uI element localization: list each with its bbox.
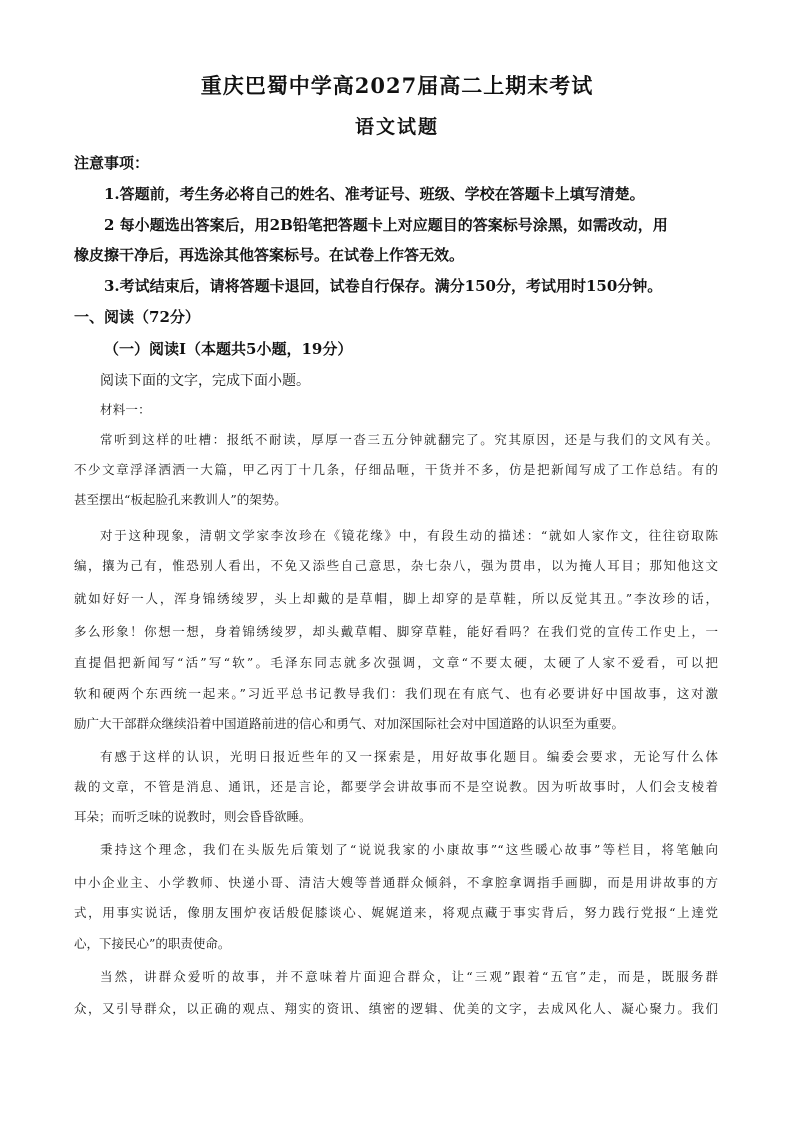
notice-item-1: 1.答题前，考生务必将自己的姓名、准考证号、班级、学校在答题卡上填写清楚。 [104, 185, 645, 203]
passage-line: 耳朵；而听乏味的说教时，则会昏昏欲睡。 [74, 809, 312, 824]
passage-line: 当然，讲群众爱听的故事，并不意味着片面迎合群众，让“三观”跟着“五官”走，而是，既服务群 [100, 969, 718, 984]
passage-line: 不少文章浮泽洒洒一大篇，甲乙丙丁十几条，仔细品咂，干货并不多，仿是把新闻写成了工作总结。有的 [74, 462, 718, 477]
passage-line: 中小企业主、小学教师、快递小哥、清洁大嫂等普通群众倾斜，不拿腔拿调指手画脚，而是用讲故事的方 [74, 875, 718, 890]
subsection-heading: （一）阅读Ⅰ（本题共5小题，19分） [104, 340, 353, 358]
material-label: 材料一： [100, 402, 151, 417]
passage-line: 编，攘为己有，惟恐别人看出，不免又添些自己意思，杂七杂八，强为贯串，以为掩人耳目；那知他这文 [74, 558, 718, 573]
exam-title: 重庆巴蜀中学高2027届高二上期末考试 [200, 73, 594, 98]
passage-line: 甚至摆出“板起脸孔来教训人”的架势。 [74, 492, 287, 507]
passage-line: 励广大干部群众继续沿着中国道路前进的信心和勇气、对加深国际社会对中国道路的认识至为重要。 [74, 716, 625, 731]
passage-line: 心，下接民心”的职责使命。 [74, 936, 231, 951]
section-heading: 一、阅读（72分） [74, 308, 200, 326]
passage-line: 众，又引导群众，以正确的观点、翔实的资讯、缜密的逻辑、优美的文字，去成风化人、凝心聚力。我们 [74, 1001, 718, 1016]
notice-item-3: 3.考试结束后，请将答题卡退回，试卷自行保存。满分150分，考试用时150分钟。 [104, 277, 663, 295]
passage-line: 直提倡把新闻写“活”写“软”。毛泽东同志就多次强调，文章“不要太硬，太硬了人家不爱看，可以把 [74, 655, 718, 670]
notice-item-2: 2 每小题选出答案后，用2B铅笔把答题卡上对应题目的答案标号涂黑，如需改动，用 [104, 216, 668, 234]
passage-line: 有感于这样的认识，光明日报近些年的又一探索是，用好故事化题目。编委会要求，无论写什么体 [100, 749, 718, 764]
notice-item-2-cont: 橡皮擦干净后，再选涂其他答案标号。在试卷上作答无效。 [74, 246, 465, 264]
passage-line: 常听到这样的吐槽：报纸不耐读，厚厚一沓三五分钟就翻完了。究其原因，还是与我们的文风有关。 [100, 432, 718, 447]
passage-line: 软和硬两个东西统一起来。”习近平总书记教导我们：我们现在有底气、也有必要讲好中国故事，这对激 [74, 686, 718, 701]
passage-line: 多么形象！你想一想，身着锦绣绫罗，却头戴草帽、脚穿草鞋，能好看吗？在我们党的宣传工作史上，一 [74, 624, 718, 639]
exam-subtitle: 语文试题 [354, 116, 439, 138]
passage-line: 就如好好一人，浑身锦绣绫罗，头上却戴的是草帽，脚上却穿的是草鞋，所以反觉其丑。”李汝珍的话， [74, 591, 718, 606]
notice-heading: 注意事项： [74, 154, 150, 172]
passage-line: 式，用事实说话，像朋友围炉夜话般促膝谈心、娓娓道来，将观点藏于事实背后，努力践行党报“上達党 [74, 905, 718, 920]
instruction-text: 阅读下面的文字，完成下面小题。 [100, 373, 310, 389]
passage-line: 秉持这个理念，我们在头版先后策划了“说说我家的小康故事”“这些暖心故事”等栏目，将笔触向 [100, 842, 718, 857]
passage-line: 对于这种现象，清朝文学家李汝珍在《镜花缘》中，有段生动的描述：“就如人家作文，往往窃取陈 [100, 528, 718, 543]
passage-line: 裁的文章，不管是消息、通讯，还是言论，都要学会讲故事而不是空说教。因为听故事时，人们会支棱着 [74, 779, 718, 794]
